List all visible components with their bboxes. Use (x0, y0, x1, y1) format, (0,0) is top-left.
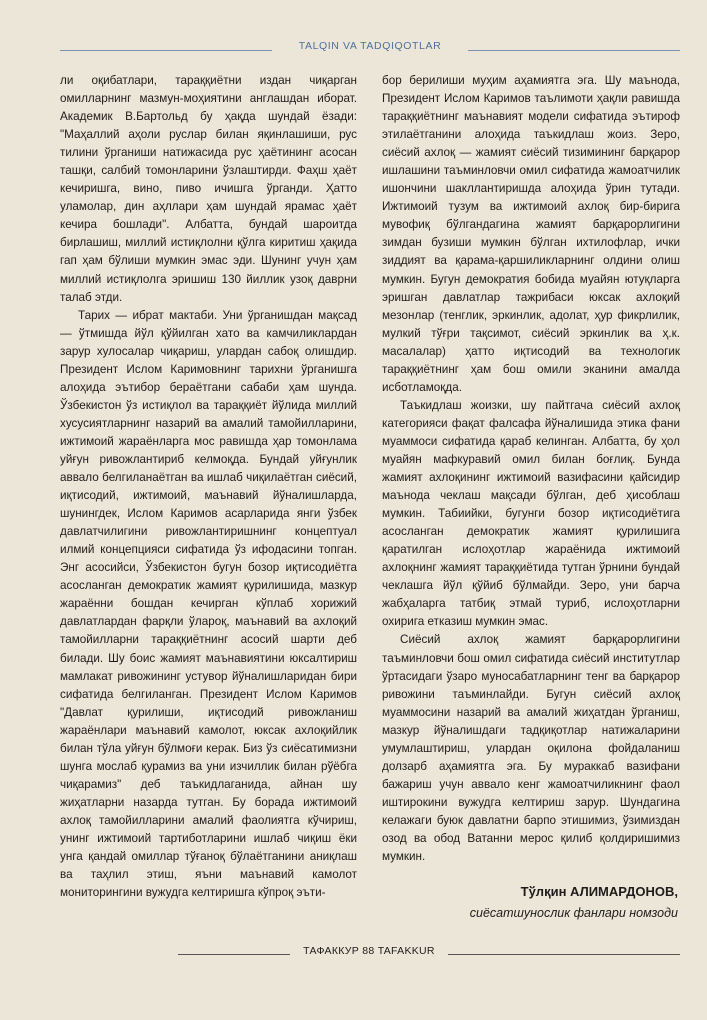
paragraph: Тарих — ибрат мактаби. Уни ўрганишдан мақсад — ўтмишда йўл қўйилган хато ва камчиликлардан зарур хулосалар чиқариш, улардан сабоқ олишдир. Президент Ислом Каримовнинг тарихни ўрганишга алоҳида эътибор бераётгани сабаби ҳам шунда. Ўзбекистон ўз истиқлол ва тараққиёт йўлида миллий хусусиятларнинг назарий ва амалий тамойилларини, ижтимоий жараёнларга мос равишда ҳар томонлама уйғун ривожлантириб келмоқда. Бундай уйғунлик аввало белгиланаётган ва ишлаб чиқилаётган сиёсий, иқтисодий, ижтимоий, маънавий йўналишларда, шунингдек, Ислом Каримов асарларида янги ўзбек давлатчилигини ривожлантиришнинг концептуал илмий концепцияси сифатида ўз ифодасини топган. Энг асосийси, Ўзбекистон бугун бозор иқтисодиётга асосланган демократик жамият қурилишида, мазкур жараённи бошдан кечирган кўплаб хорижий давлатлардан фарқли ўлароқ, маънавий ва ахлоқий тамойилларни тараққиётнинг асосий шарти деб билади. Шу боис жамият маънавиятини юксалтириш мамлакат ривожининг устувор йўналишларидан бири сифатида белгиланган. Президент Ислом Каримов "Давлат қурилиши, иқтисодий ривожланиш жараёнлари маънавий камолот, юксак ахлоқийлик билан тўла уйғун бўлмоғи керак. Биз ўз сиёсатимизни шунга мослаб қурамиз ва уни изчиллик билан рўёбга чиқарамиз" деб таъкидлаганида, айнан шу жиҳатларни назарда тутган. Бу борада ижтимоий ахлоқ тамойилларини амалий фаолиятга кўчириш, унинг ижтимоий тартиботларини ишлаб чиқиш ёки унга қандай омиллар тўғаноқ бўлаётганини аниқлаш ва таҳлил этиш, яъни маънавий камолот мониторингини вужудга келтиришга кўпроқ эъти- (60, 308, 357, 900)
footer-rule-left (178, 954, 290, 955)
paragraph: ли оқибатлари, тараққиётни издан чиқарган омилларнинг мазмун-моҳиятини англашдан иборат. Академик В.Бартольд бу ҳақда шундай ёзади: "Маҳаллий аҳоли руслар билан яқинлашиши, рус тилини ўрганиши натижасида рус ҳаётининг асосан ташқи, салбий томонларини ўзлаштирди. Фаҳш ҳаёт кечиришга, вино, пиво ичишга ўрганди. Ҳатто уламолар, дин аҳллари ҳам шундай ярамас ҳаёт кечира бошлади". Албатта, бундай шароитда бирлашиш, миллий истиқлолни қўлга киритиш ҳақида гап ҳам бўлиши мумкин эмас эди. Шунинг учун ҳам миллий истиқлолга эришиш 130 йиллик узоқ даврни талаб этди. (60, 74, 357, 304)
left-column (60, 72, 357, 902)
footer-rule-right (448, 954, 680, 955)
paragraph: бор берилиши муҳим аҳамиятга эга. Шу маънода, Президент Ислом Каримов таълимоти ҳақли равишда тараққиётнинг маънавият модели сифатида эътироф этилаётганини алоҳида таъкидлаш жоиз. Зеро, сиёсий ахлоқ — жамият сиёсий тизимининг барқарор ишлашини таъминловчи омил сифатида жамоатчилик ишончини шакллантиришда алоҳида ўрин тутади. Ижтимоий тузум ва ижтимоий ахлоқ бир-бирига мувофиқ бўлгандагина жамият барқарорлигини зимдан бузиши мумкин бўлган ихтилофлар, ички зиддият ва қарама-қаршиликларнинг олдини олиш мумкин. Бугун демократия бобида муайян ютуқларга эришган давлатлар тажрибаси юксак ахлоқий мезонлар (тенглик, эркинлик, адолат, ҳур фикрлилик, мулкий тўғри тақсимот, сиёсий эркинлик ва ҳ.к. масалалар) ҳатто иқтисодий ва технологик тараққиётнинг ҳам бош омили эканини амалда исботламоқда. (382, 74, 680, 394)
author-name: Тўлқин АЛИМАРДОНОВ, (520, 884, 678, 899)
author-title: сиёсатшунослик фанлари номзоди (469, 906, 678, 920)
paragraph: Таъкидлаш жоизки, шу пайтгача сиёсий ахлоқ категорияси фақат фалсафа йўналишида этика фани муаммоси сифатида қараб келинган. Албатта, бу ҳол муайян мафкуравий омил билан боғлиқ. Бунда жамият ахлоқининг ижтимоий вазифасини қайсидир маънода чеклаш мақсади бўлган, деб ҳисоблаш мумкин. Табиийки, бугунги бозор иқтисодиётига асосланган демократик жамият қурилишига қаратилган ислоҳотлар жараёнида ижтимоий ахлоқнинг жамият тараққиётида тутган ўрнини бундай чеклашга йўл қўйиб бўлмайди. Зеро, уни барча жабҳаларга татбиқ этмай туриб, ислоҳотларни охирига етказиш мумкин эмас. (382, 398, 680, 629)
header-rule-right (468, 50, 680, 51)
header-rule-left (60, 50, 272, 51)
page-footer: ТАФАККУР 88 TAFAKKUR (303, 945, 435, 957)
section-header: TALQIN VA TADQIQOTLAR (298, 40, 442, 52)
paragraph: Сиёсий ахлоқ жамият барқарорлигини таъминловчи бош омил сифатида сиёсий институтлар ўртасидаги ўзаро муносабатларнинг тенг ва барқарор ривожини таъминлайди. Бугун сиёсий ахлоқ муаммосини назарий ва амалий жиҳатдан ўрганиш, мазкур йўналишдаги тадқиқотлар натижаларини умумлаштириш, улардан оқилона фойдаланиш долзарб аҳамиятга эга. Бу мураккаб вазифани бажариш учун аввало кенг жамоатчиликнинг фаол иштирокини вужудга келтириш зарур. Шундагина келажаги буюк давлатни барпо этишимиз, ўзимиздан озод ва обод Ватанни мерос қилиб қолдиришимиз мумкин. (382, 633, 680, 864)
right-column (382, 72, 680, 866)
